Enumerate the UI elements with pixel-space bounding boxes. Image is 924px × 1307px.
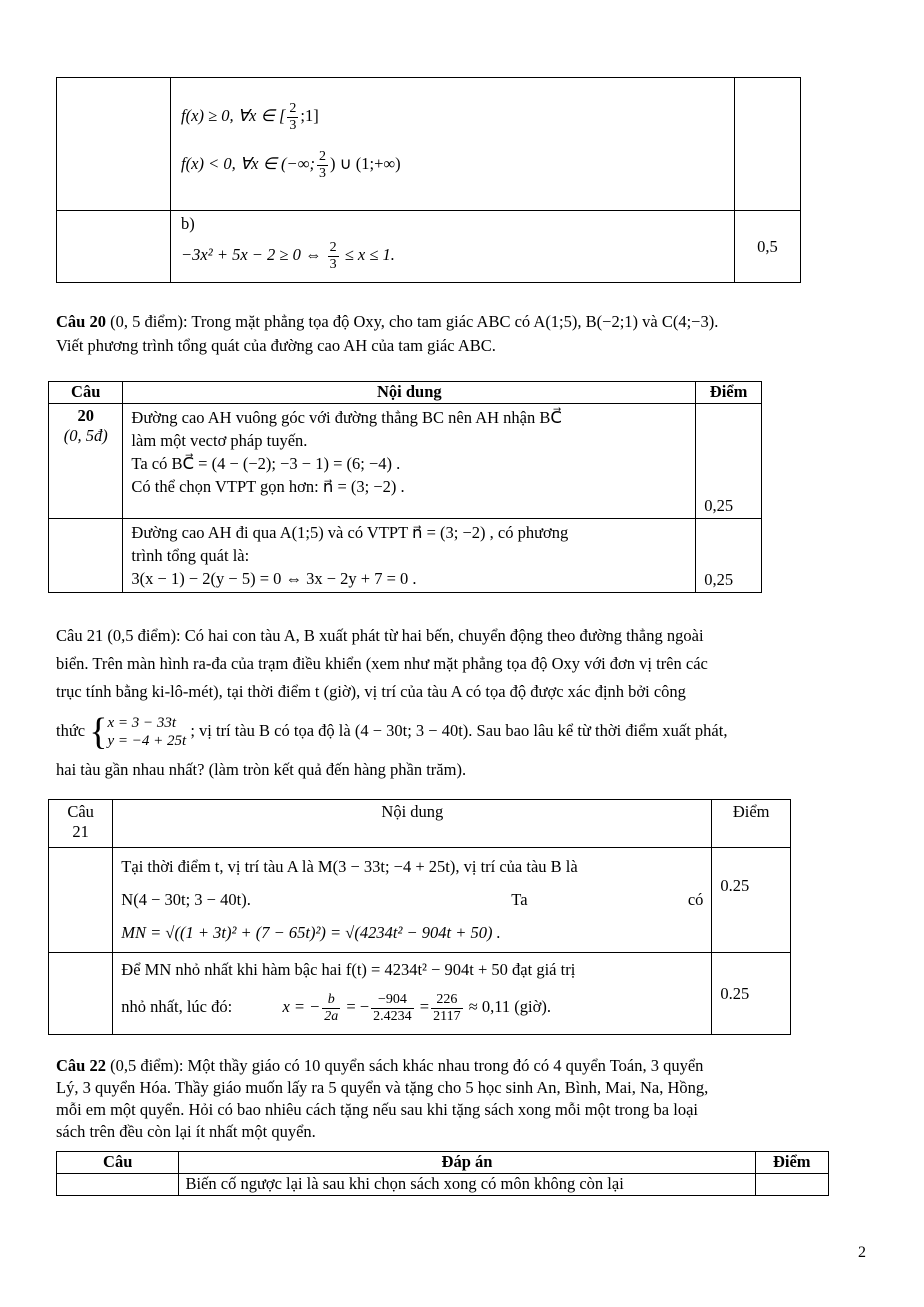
q21-header-noidung: Nội dung	[113, 800, 712, 848]
q20-label: Câu 20	[56, 312, 106, 331]
top-line2-frac: $\frac{2}{3}$	[318, 148, 326, 181]
q21-table	[48, 799, 791, 1035]
top-line2: f(x) < 0, ∀x ∈ (−∞;	[181, 154, 315, 173]
q22-header-cau: Câu	[57, 1152, 179, 1174]
q22-table	[56, 1151, 829, 1196]
q21-score2: 0.25	[712, 953, 791, 1035]
top-row2-frac: $\frac{2}{3}$	[329, 239, 337, 272]
q21-content1: Tại thời điểm t, vị trí tàu A là M(3 − 33t; −4 + 25t), vị trí của tàu B là N(4 − 30t; 3 − 40t). Ta có MN = √((1 + 3t)² + (7 − 65t)²) = √(4234t² − 904t + 50) .	[113, 848, 712, 953]
q20-num-cell: 20 (0, 5đ)	[49, 404, 123, 519]
q20-score2: 0,25	[696, 519, 762, 593]
q21-header-diem: Điểm	[712, 800, 791, 848]
page-number: 2	[858, 1244, 866, 1261]
q20-content1: Đường cao AH vuông góc với đường thẳng BC nên AH nhận BC⃗ làm một vectơ pháp tuyến. Ta có BC⃗ = (4 − (−2); −3 − 1) = (6; −4) . Có thể chọn VTPT gọn hơn: n⃗ = (3; −2) .	[123, 404, 696, 519]
q20-question: Câu 20 (0, 5 điểm): Trong mặt phẳng tọa độ Oxy, cho tam giác ABC có A(1;5), B(−2;1) và C(4;−3). Viết phương trình tổng quát của đường cao AH của tam giác ABC.	[56, 312, 719, 355]
top-row2-content: b) −3x² + 5x − 2 ≥ 0 ⇔ $\frac{2}{3}$ ≤ x ≤ 1.	[171, 211, 735, 283]
q20-score1: 0,25	[696, 404, 762, 519]
q21-score1: 0.25	[712, 848, 791, 953]
q20-header-cau: Câu	[49, 382, 123, 404]
top-cell-empty	[57, 78, 171, 211]
q22-question: Câu 22 (0,5 điểm): Một thầy giáo có 10 quyển sách khác nhau trong đó có 4 quyển Toán, 3 quyển Lý, 3 quyển Hóa. Thầy giáo muốn lấy ra 5 quyển và tặng cho 5 học sinh An, Bình, Mai, Na, Hồng, mỗi em một quyển. Hỏi có bao nhiêu cách tặng nếu sau khi tặng sách xong mỗi một trong ba loại sách trên đều còn lại ít nhất một quyển.	[56, 1056, 709, 1141]
top-row2-label: b)	[181, 214, 195, 233]
top-cell-content: f(x) ≥ 0, ∀x ∈ [ $\frac{2}{3}$ ;1] f(x) < 0, ∀x ∈ (−∞; $\frac{2}{3}$ ) ∪ (1;+∞)	[171, 78, 735, 211]
top-row2-expr: −3x² + 5x − 2 ≥ 0 ⇔	[181, 245, 322, 264]
q22-label: Câu 22	[56, 1056, 106, 1075]
q21-empty1	[49, 848, 113, 953]
q20-table	[48, 381, 762, 593]
q20-header-noidung: Nội dung	[123, 382, 696, 404]
q20-header-diem: Điểm	[696, 382, 762, 404]
top-cell-score-empty	[734, 78, 800, 211]
q22-content1: Biến cố ngược lại là sau khi chọn sách xong có môn không còn lại	[179, 1174, 755, 1196]
q21-empty2	[49, 953, 113, 1035]
top-line1: f(x) ≥ 0, ∀x ∈ [	[181, 106, 286, 125]
q21-content2: Để MN nhỏ nhất khi hàm bậc hai f(t) = 4234t² − 904t + 50 đạt giá trị nhỏ nhất, lúc đó: x = − $\frac{b}{2a}$ = − $\frac{-904}{2.4234}$ = $\frac{226}{2117}$ ≈ 0,11 (giờ).	[113, 953, 712, 1035]
top-row2-empty	[57, 211, 171, 283]
top-line1-frac: $\frac{2}{3}$	[289, 100, 297, 133]
q22-header-diem: Điểm	[755, 1152, 828, 1174]
q22-header-dapan: Đáp án	[179, 1152, 755, 1174]
top-answer-table	[56, 77, 801, 283]
q22-empty	[57, 1174, 179, 1196]
q21-question: Câu 21 (0,5 điểm): Có hai con tàu A, B xuất phát từ hai bến, chuyển động theo đường thẳng ngoài biển. Trên màn hình ra-đa của trạm điều khiển (xem như mặt phẳng tọa độ Oxy với đơn vị trên các trục tính bằng ki-lô-mét), tại thời điểm t (giờ), vị trí của tàu A có tọa độ được xác định bởi công thức { x = 3 − 33t y = −4 + 25t ; vị trí tàu B có tọa độ là (4 − 30t; 3 − 40t). Sau bao lâu kể từ thời điểm xuất phát, hai tàu gần nhau nhất? (làm tròn kết quả đến hàng phần trăm).	[56, 626, 728, 779]
q20-empty2	[49, 519, 123, 593]
q21-header-cau: Câu 21	[49, 800, 113, 848]
q22-score-empty	[755, 1174, 828, 1196]
q20-content2: Đường cao AH đi qua A(1;5) và có VTPT n⃗ = (3; −2) , có phương trình tổng quát là: 3(x − 1) − 2(y − 5) = 0 ⇔ 3x − 2y + 7 = 0 .	[123, 519, 696, 593]
top-row2-score: 0,5	[734, 211, 800, 283]
q21-system: x = 3 − 33t y = −4 + 25t	[107, 715, 187, 750]
